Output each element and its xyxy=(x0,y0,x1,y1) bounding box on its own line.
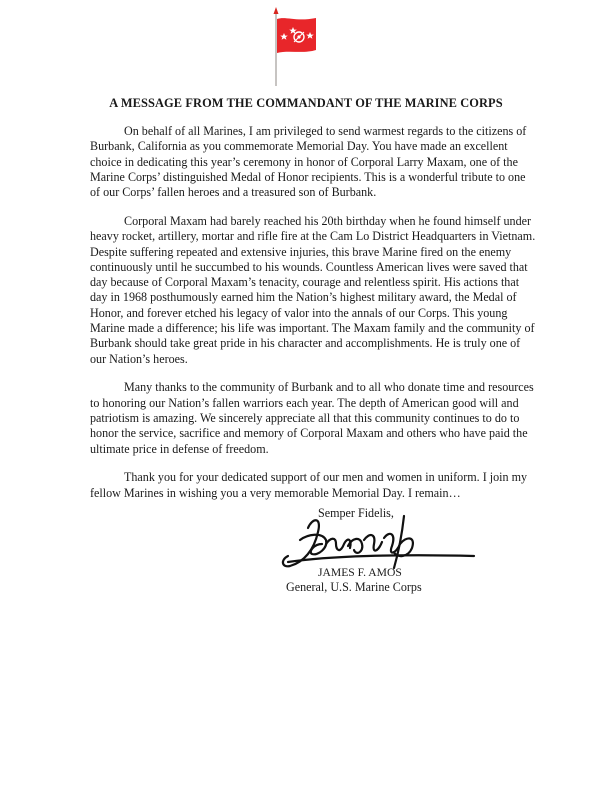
closing-salutation: Semper Fidelis, xyxy=(318,506,394,520)
letter-body xyxy=(90,124,536,515)
paragraph: Many thanks to the community of Burbank and to all who donate time and resources to honoring our Nation’s fallen warriors each year. The depth of American good will and patriotism is amazing. We sincerely appreciate all that this community continues to do to honor the service, sacrifice and memory of Corporal Maxam and others who have paid the ultimate price in defense of freedom. xyxy=(90,380,534,456)
signer-name: JAMES F. AMOS xyxy=(318,566,402,579)
paragraph: On behalf of all Marines, I am privileged to send warmest regards to the citizens of Burbank, California as you commemorate Memorial Day. You have made an excellent choice in dedicating this year’s ceremony in honor of Corporal Larry Maxam, one of the Marine Corps’ distinguished Medal of Honor recipients. This is a wonderful tribute to one of our Corps’ fallen heroes and a treasured son of Burbank. xyxy=(90,124,527,200)
paragraph: Corporal Maxam had barely reached his 20th birthday when he found himself under heavy rocket, artillery, mortar and rifle fire at the Cam Lo District Headquarters in Vietnam. Despite suffering repeated and extensive injuries, this brave Marine fired on the enemy continuously until he succumbed to his wounds. Countless American lives were saved that day because of Corporal Maxam’s tenacity, courage and relentless spirit. His actions that day in 1968 posthumously earned him the Nation’s highest military award, the Medal of Honor, and forever etched his legacy of valor into the annals of our Corps. This young Marine made a difference; his life was important. The Maxam family and the community of Burbank should take great pride in his character and accomplishments. He is truly one of our Nation’s heroes. xyxy=(90,213,536,366)
general-flag-icon xyxy=(266,6,318,88)
paragraph: Thank you for your dedicated support of our men and women in uniform. I join my fellow Marines in wishing you a very memorable Memorial Day. I remain… xyxy=(90,470,528,500)
signer-title: General, U.S. Marine Corps xyxy=(286,580,422,594)
letter-title: A MESSAGE FROM THE COMMANDANT OF THE MARINE CORPS xyxy=(109,96,503,110)
